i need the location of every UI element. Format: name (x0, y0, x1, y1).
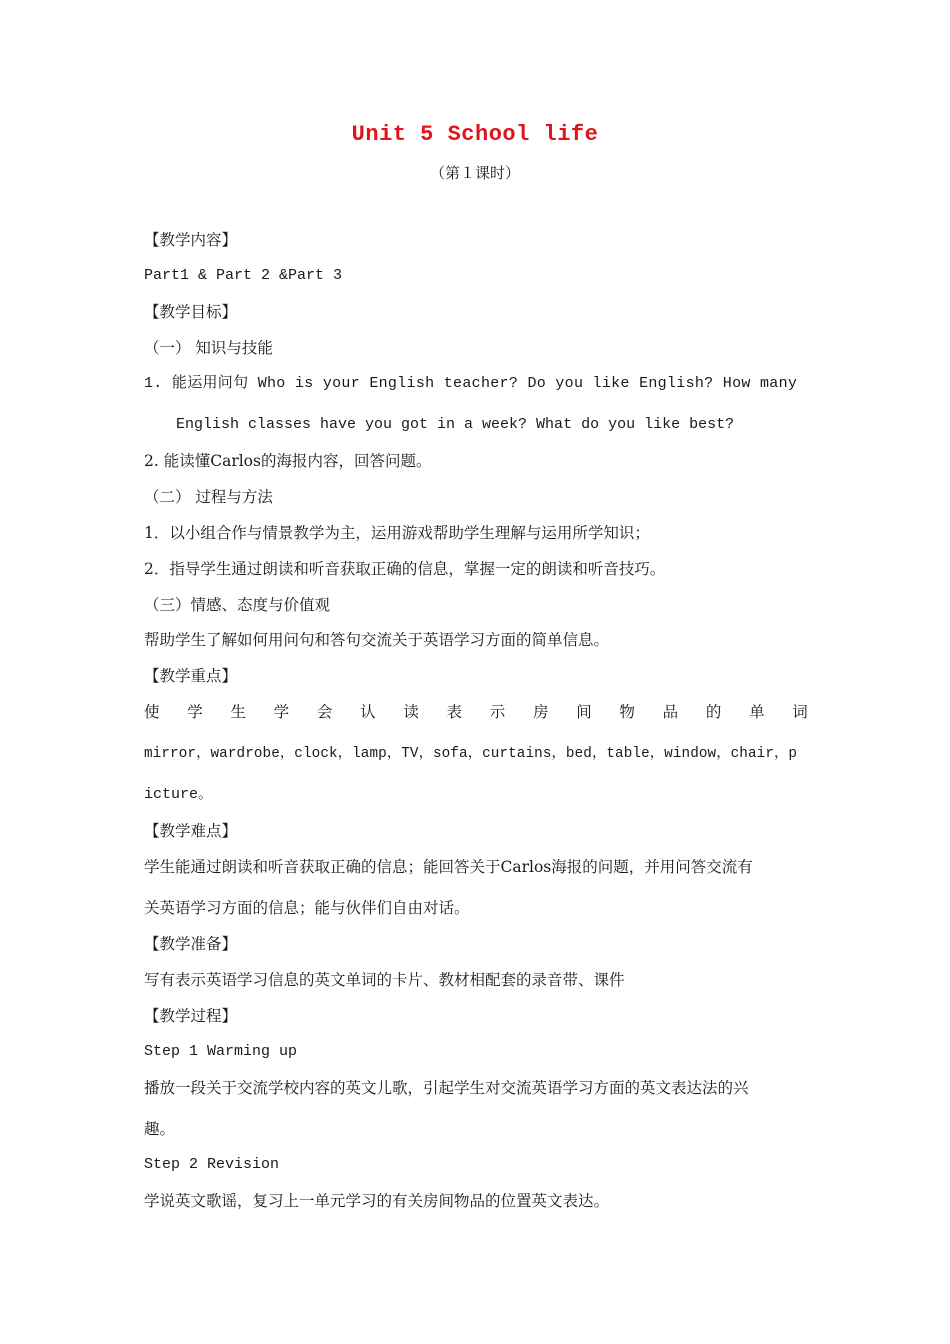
goal2-item2: 2．指导学生通过朗读和听音获取正确的信息，掌握一定的朗读和听音技巧。 (144, 560, 666, 578)
key-char: 单 (749, 703, 765, 721)
key-heading: 【教学重点】 (144, 667, 238, 685)
key-char: 间 (576, 703, 592, 721)
goal1-item1-line2: English classes have you got in a week? What do you like best? (176, 416, 735, 433)
goal3-heading: （三）情感、态度与价值观 (144, 596, 331, 614)
key-line1 (144, 701, 808, 723)
goal1-item1-line1: 1. 能运用问句 Who is your English teacher? Do you like English? How many (144, 375, 798, 392)
key-char: 词 (792, 703, 808, 721)
key-line2: mirror，wardrobe，clock，lamp，TV，sofa，curtains，bed，table，window，chair，p (144, 746, 798, 762)
step1-title: Step 1 Warming up (144, 1043, 298, 1060)
content-heading: 【教学内容】 (144, 231, 238, 249)
key-char: 会 (316, 703, 333, 721)
key-line3: icture。 (144, 786, 214, 803)
key-char: 学 (187, 703, 203, 721)
process-heading: 【教学过程】 (144, 1007, 238, 1025)
goal1-heading: （一） 知识与技能 (144, 339, 273, 357)
step1-line2: 趣。 (144, 1120, 176, 1138)
key-char: 品 (662, 703, 679, 721)
goals-heading: 【教学目标】 (144, 303, 238, 321)
key-char: 房 (532, 703, 549, 721)
key-char: 生 (230, 703, 246, 721)
step1-line1: 播放一段关于交流学校内容的英文儿歌，引起学生对交流英语学习方面的英文表达法的兴 (144, 1079, 749, 1097)
prep-heading: 【教学准备】 (144, 935, 238, 953)
lesson-number: （第１课时） (429, 164, 520, 182)
key-char: 认 (360, 703, 376, 721)
step2-text: 学说英文歌谣，复习上一单元学习的有关房间物品的位置英文表达。 (144, 1192, 610, 1210)
key-char: 示 (489, 703, 506, 721)
key-char: 物 (619, 703, 635, 721)
key-char: 读 (403, 703, 419, 721)
goal2-item1: 1．以小组合作与情景教学为主，运用游戏帮助学生理解与运用所学知识； (144, 524, 650, 542)
difficult-heading: 【教学难点】 (144, 822, 238, 840)
key-char: 表 (446, 703, 463, 721)
step2-title: Step 2 Revision (144, 1156, 280, 1173)
goal1-item2: 2. 能读懂Carlos的海报内容，回答问题。 (144, 452, 432, 470)
goal2-heading: （二） 过程与方法 (144, 488, 273, 506)
key-char: 学 (273, 703, 290, 721)
difficult-line2: 关英语学习方面的信息；能与伙伴们自由对话。 (144, 899, 470, 917)
prep-text: 写有表示英语学习信息的英文单词的卡片、教材相配套的录音带、课件 (144, 971, 625, 989)
key-char: 使 (144, 703, 160, 721)
goal3-text: 帮助学生了解如何用问句和答句交流关于英语学习方面的简单信息。 (144, 631, 610, 649)
key-char: 的 (705, 703, 722, 721)
content-text: Part1 & Part 2 &Part 3 (144, 267, 343, 284)
document-title: Unit 5 School life (351, 122, 599, 147)
difficult-line1: 学生能通过朗读和听音获取正确的信息；能回答关于Carlos海报的问题，并用问答交流有 (144, 858, 753, 876)
